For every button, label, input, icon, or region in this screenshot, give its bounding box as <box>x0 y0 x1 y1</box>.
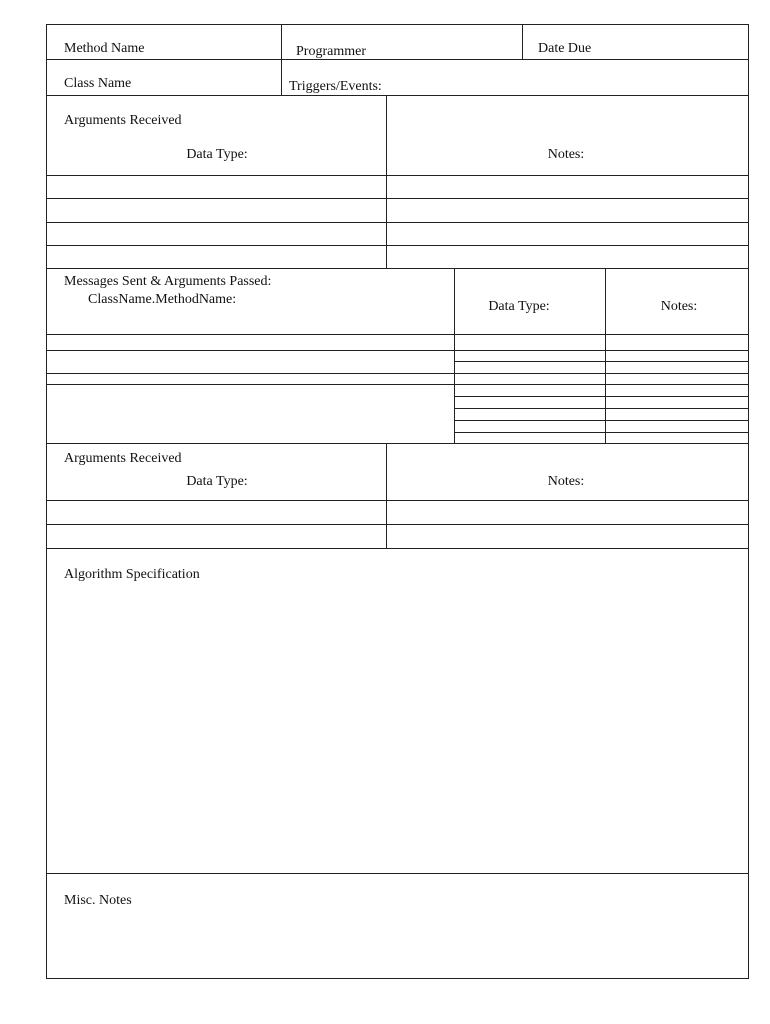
form-border <box>47 25 749 979</box>
notes-header: Notes: <box>660 299 698 314</box>
data-type-header: Data Type: <box>186 474 248 489</box>
data-type-header: Data Type: <box>186 147 248 162</box>
date-due-label: Date Due <box>538 41 592 56</box>
algorithm-specification-heading: Algorithm Specification <box>64 567 200 582</box>
triggers-events-label: Triggers/Events: <box>289 79 382 94</box>
class-name-label: Class Name <box>64 76 132 91</box>
classname-methodname-label: ClassName.MethodName: <box>88 292 237 307</box>
notes-header: Notes: <box>547 147 585 162</box>
programmer-label: Programmer <box>296 44 366 59</box>
misc-notes-heading: Misc. Notes <box>64 893 132 908</box>
notes-header: Notes: <box>547 474 585 489</box>
arguments-received-heading: Arguments Received <box>64 451 182 466</box>
data-type-header: Data Type: <box>488 299 550 314</box>
arguments-received-heading: Arguments Received <box>64 113 182 128</box>
messages-sent-heading: Messages Sent & Arguments Passed: <box>64 274 272 289</box>
method-name-label: Method Name <box>64 41 145 56</box>
